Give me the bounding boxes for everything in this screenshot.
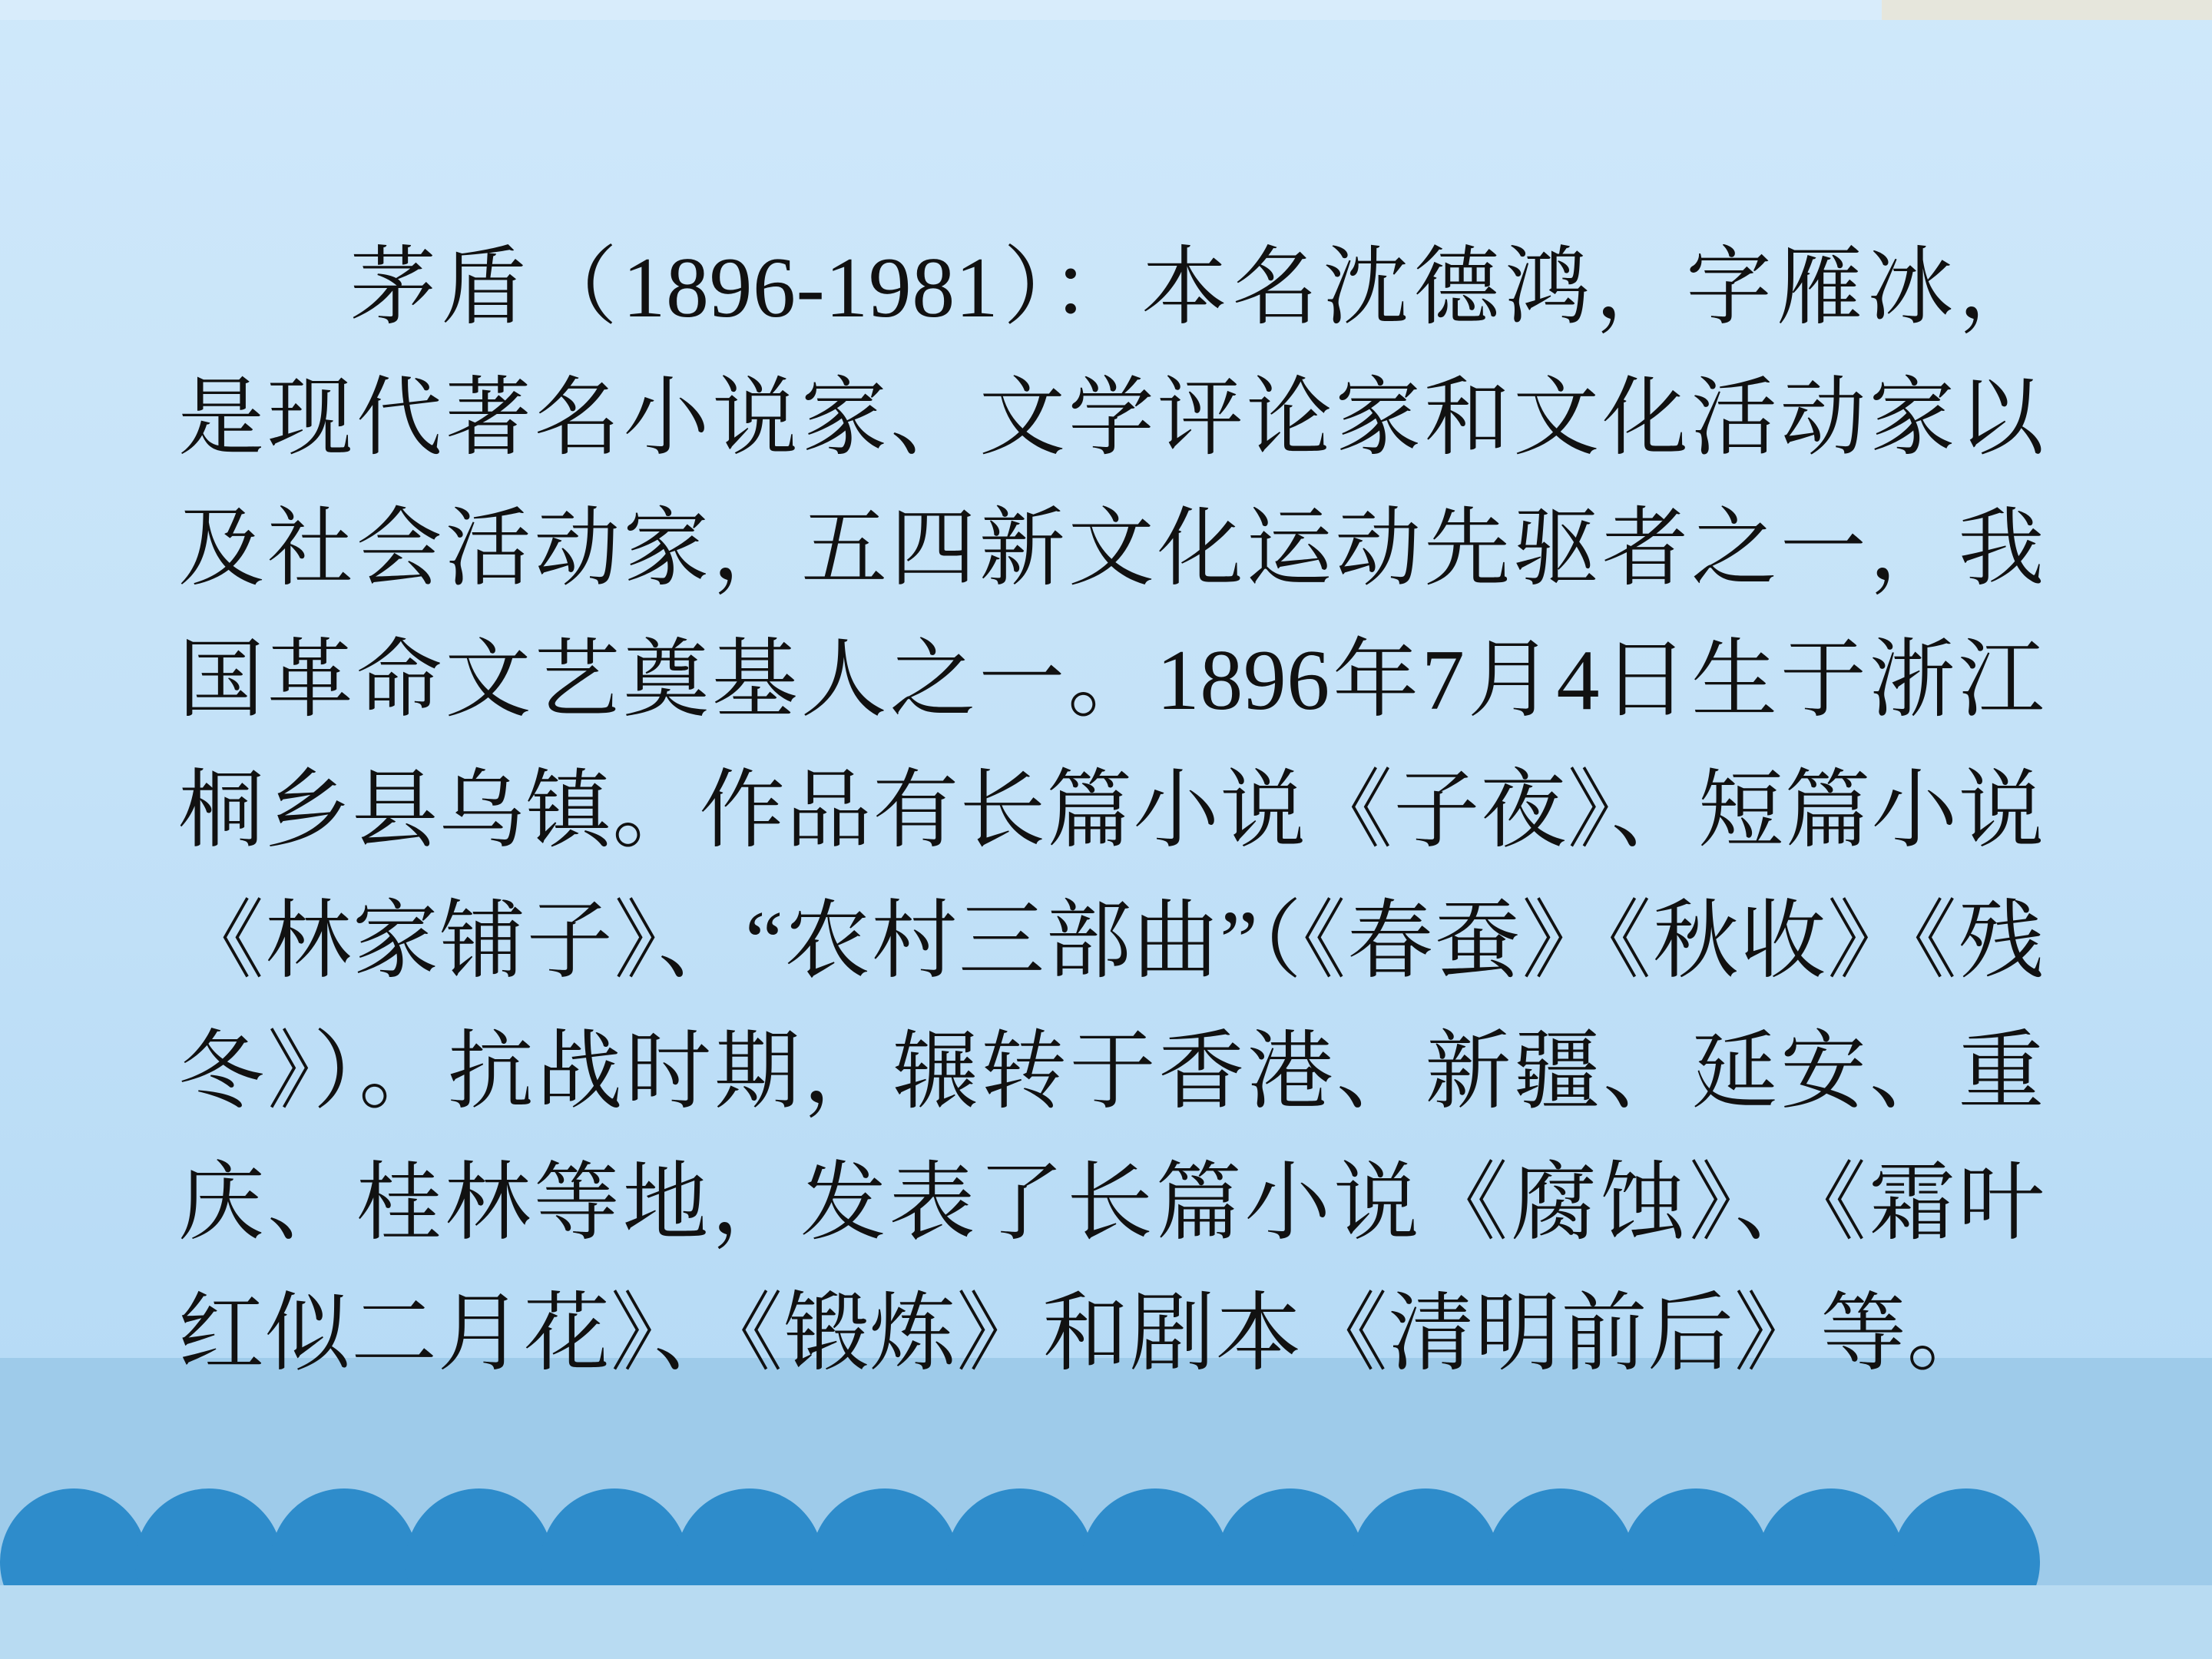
body-text-block	[178, 223, 2045, 1399]
author-biography-paragraph: 茅盾（1896-1981）：本名沈德鸿，字雁冰，是现代著名小说家、文学评论家和文化活动家以及社会活动家，五四新文化运动先驱者之一，我国革命文艺奠基人之一。1896年7月4日生于浙江桐乡县乌镇。作品有长篇小说《子夜》、短篇小说《林家铺子》、“农村三部曲”（《春蚕》《秋收》《残冬》）。抗战时期，辗转于香港、新疆、延安、重庆、桂林等地，发表了长篇小说《腐蚀》、《霜叶红似二月花》、《锻炼》和剧本《清明前后》等。	[178, 240, 2045, 1382]
top-right-accent-block	[1882, 0, 2212, 20]
bottom-band-lower	[0, 1585, 2212, 1659]
top-strip	[0, 0, 2212, 20]
